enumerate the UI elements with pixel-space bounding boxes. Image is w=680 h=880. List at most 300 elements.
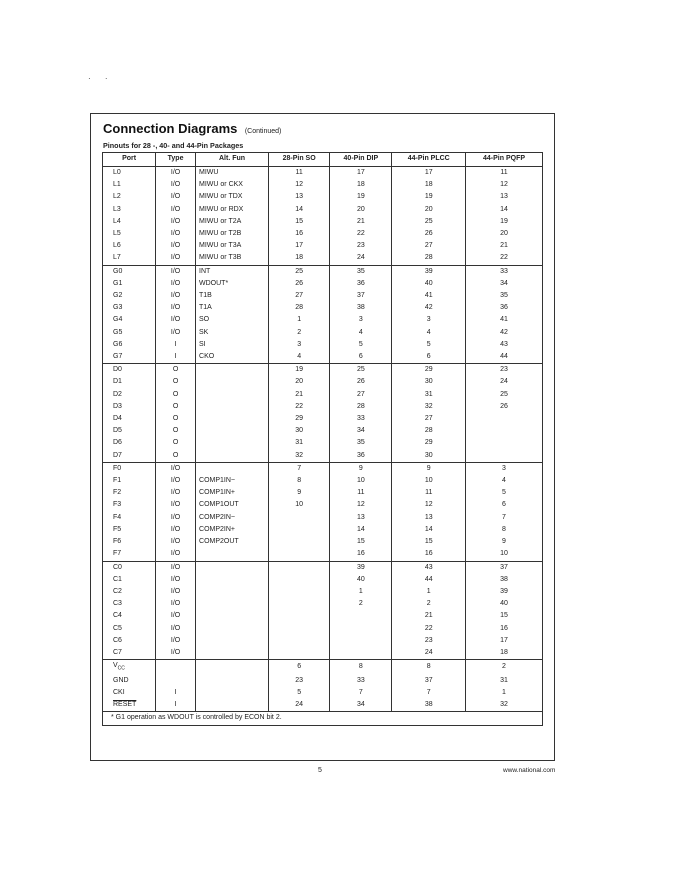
table-cell: 22 [392, 623, 466, 635]
table-cell: 32 [392, 401, 466, 413]
table-row [103, 437, 543, 449]
table-cell: 43 [392, 561, 466, 574]
table-cell: 40 [330, 574, 392, 586]
table-cell: 35 [466, 290, 543, 302]
table-row [103, 389, 543, 401]
table-row [103, 290, 543, 302]
table-cell: C1 [103, 574, 156, 586]
table-cell: 5 [269, 687, 330, 699]
corner-dots: · · [88, 74, 114, 83]
table-cell [196, 647, 269, 660]
table-cell: 34 [466, 278, 543, 290]
table-row [103, 548, 543, 561]
table-cell: 27 [392, 240, 466, 252]
table-cell: 24 [330, 252, 392, 265]
table-cell: D7 [103, 450, 156, 463]
table-cell: 20 [330, 204, 392, 216]
table-row [103, 167, 543, 180]
table-cell: I [156, 339, 196, 351]
table-cell [269, 536, 330, 548]
table-cell: O [156, 425, 196, 437]
table-row [103, 265, 543, 278]
table-cell: 32 [466, 699, 543, 712]
table-cell: 25 [330, 364, 392, 377]
table-cell: 30 [392, 450, 466, 463]
table-cell: 19 [269, 364, 330, 377]
table-cell: 29 [392, 364, 466, 377]
table-cell: I/O [156, 487, 196, 499]
table-cell: 1 [269, 314, 330, 326]
table-cell: 20 [269, 376, 330, 388]
table-cell: C3 [103, 598, 156, 610]
table-cell: I/O [156, 574, 196, 586]
table-cell: 27 [392, 413, 466, 425]
table-cell: 37 [466, 561, 543, 574]
table-cell: 44 [466, 351, 543, 364]
table-cell: T1B [196, 290, 269, 302]
table-cell: I/O [156, 167, 196, 180]
table-cell [269, 586, 330, 598]
table-cell: 16 [392, 548, 466, 561]
table-cell: 11 [330, 487, 392, 499]
table-cell: I/O [156, 586, 196, 598]
table-cell: I/O [156, 462, 196, 475]
table-cell: 1 [392, 586, 466, 598]
table-cell: MIWU or TDX [196, 191, 269, 203]
table-row [103, 450, 543, 463]
table-cell: I/O [156, 278, 196, 290]
table-cell: F7 [103, 548, 156, 561]
table-cell: $V_{CC}$ [103, 660, 156, 675]
table-cell: C5 [103, 623, 156, 635]
col-header-44-pin-pqfp: 44-Pin PQFP [466, 153, 543, 167]
table-cell: O [156, 364, 196, 377]
table-cell: 8 [466, 524, 543, 536]
table-cell: 5 [466, 487, 543, 499]
table-cell: 23 [392, 635, 466, 647]
table-cell: 12 [269, 179, 330, 191]
table-cell: 9 [392, 462, 466, 475]
table-cell: I/O [156, 265, 196, 278]
table-cell: 42 [392, 302, 466, 314]
table-row [103, 191, 543, 203]
table-cell: 19 [466, 216, 543, 228]
table-cell [196, 450, 269, 463]
table-cell: O [156, 437, 196, 449]
table-cell: I/O [156, 524, 196, 536]
table-row [103, 687, 543, 699]
table-cell: O [156, 413, 196, 425]
table-cell: I/O [156, 475, 196, 487]
table-cell [269, 635, 330, 647]
table-cell: 22 [330, 228, 392, 240]
table-cell: 14 [269, 204, 330, 216]
table-cell: L7 [103, 252, 156, 265]
table-row [103, 327, 543, 339]
table-cell [269, 548, 330, 561]
table-cell: MIWU or CKX [196, 179, 269, 191]
table-cell: 20 [392, 204, 466, 216]
table-cell [196, 437, 269, 449]
table-cell: C0 [103, 561, 156, 574]
table-cell: 10 [392, 475, 466, 487]
table-cell: 1 [330, 586, 392, 598]
table-cell: D1 [103, 376, 156, 388]
table-cell: 19 [330, 191, 392, 203]
table-cell: I/O [156, 204, 196, 216]
table-row [103, 635, 543, 647]
table-cell: 44 [392, 574, 466, 586]
table-row [103, 216, 543, 228]
table-row [103, 598, 543, 610]
footnote: * G1 operation as WDOUT is controlled by ECON bit 2. [103, 712, 543, 725]
table-cell: COMP2OUT [196, 536, 269, 548]
table-cell: F2 [103, 487, 156, 499]
table-cell: 17 [392, 167, 466, 180]
col-header-alt-fun: Alt. Fun [196, 153, 269, 167]
table-cell: 3 [269, 339, 330, 351]
table-subtitle: Pinouts for 28 -, 40- and 44-Pin Packages [103, 141, 244, 150]
table-cell: 15 [269, 216, 330, 228]
table-cell [196, 598, 269, 610]
table-row [103, 512, 543, 524]
table-cell: O [156, 389, 196, 401]
table-cell: 6 [392, 351, 466, 364]
table-cell: WDOUT* [196, 278, 269, 290]
table-cell: G7 [103, 351, 156, 364]
table-cell: 30 [269, 425, 330, 437]
table-cell: 3 [330, 314, 392, 326]
table-cell [466, 450, 543, 463]
table-cell: I/O [156, 252, 196, 265]
table-cell: 35 [330, 265, 392, 278]
pinout-table [102, 152, 543, 726]
col-header-40-pin-dip: 40-Pin DIP [330, 153, 392, 167]
table-cell: D0 [103, 364, 156, 377]
table-cell [269, 623, 330, 635]
table-cell: 28 [330, 401, 392, 413]
table-cell: 6 [466, 499, 543, 511]
table-cell: 38 [466, 574, 543, 586]
table-cell: 26 [392, 228, 466, 240]
table-cell: 20 [466, 228, 543, 240]
table-cell [269, 647, 330, 660]
table-cell: F6 [103, 536, 156, 548]
table-cell [196, 660, 269, 675]
table-cell: I/O [156, 314, 196, 326]
table-cell: I [156, 687, 196, 699]
table-cell: 5 [392, 339, 466, 351]
table-cell: 29 [392, 437, 466, 449]
table-cell: COMP2IN− [196, 512, 269, 524]
table-cell: 40 [392, 278, 466, 290]
table-cell [196, 675, 269, 687]
table-cell: 22 [466, 252, 543, 265]
table-cell: D2 [103, 389, 156, 401]
table-cell: 13 [466, 191, 543, 203]
table-cell: 21 [392, 610, 466, 622]
table-cell [196, 376, 269, 388]
table-cell [196, 389, 269, 401]
table-cell [196, 623, 269, 635]
table-cell: I [156, 351, 196, 364]
table-cell: 17 [466, 635, 543, 647]
table-row [103, 314, 543, 326]
table-cell: 25 [269, 265, 330, 278]
table-cell: 19 [392, 191, 466, 203]
table-cell: 38 [330, 302, 392, 314]
table-row [103, 487, 543, 499]
table-cell: I/O [156, 635, 196, 647]
table-cell: C7 [103, 647, 156, 660]
table-cell: O [156, 450, 196, 463]
table-cell: MIWU or T3A [196, 240, 269, 252]
table-cell: L5 [103, 228, 156, 240]
page-title: Connection Diagrams [103, 121, 238, 136]
table-cell: 8 [269, 475, 330, 487]
col-header-28-pin-so: 28-Pin SO [269, 153, 330, 167]
table-cell: 15 [466, 610, 543, 622]
table-cell: 42 [466, 327, 543, 339]
port-group [103, 660, 543, 712]
table-cell: 2 [392, 598, 466, 610]
table-cell: 27 [269, 290, 330, 302]
table-cell: 2 [269, 327, 330, 339]
table-cell: 8 [392, 660, 466, 675]
table-cell: 38 [392, 699, 466, 712]
table-row [103, 647, 543, 660]
table-cell: 6 [269, 660, 330, 675]
table-cell: 12 [392, 499, 466, 511]
table-cell: 41 [392, 290, 466, 302]
table-cell: L1 [103, 179, 156, 191]
table-cell [196, 413, 269, 425]
table-cell: I/O [156, 240, 196, 252]
table-cell: G0 [103, 265, 156, 278]
table-cell: 25 [392, 216, 466, 228]
table-cell: 3 [392, 314, 466, 326]
table-cell [196, 586, 269, 598]
table-row [103, 240, 543, 252]
table-cell: L0 [103, 167, 156, 180]
table-cell: G5 [103, 327, 156, 339]
table-cell: 4 [269, 351, 330, 364]
col-header-port: Port [103, 153, 156, 167]
table-cell: I/O [156, 302, 196, 314]
table-cell [196, 425, 269, 437]
table-cell: G6 [103, 339, 156, 351]
connection-diagrams-frame [90, 113, 555, 761]
table-cell: I/O [156, 561, 196, 574]
table-cell: 39 [466, 586, 543, 598]
table-cell [330, 647, 392, 660]
table-cell: 18 [269, 252, 330, 265]
table-cell [269, 610, 330, 622]
table-cell: O [156, 376, 196, 388]
table-cell [156, 660, 196, 675]
table-cell: 4 [466, 475, 543, 487]
table-cell [196, 635, 269, 647]
table-cell: MIWU or T2B [196, 228, 269, 240]
table-cell: I/O [156, 228, 196, 240]
table-cell: 30 [392, 376, 466, 388]
table-cell: O [156, 401, 196, 413]
table-cell: 36 [330, 450, 392, 463]
table-cell: I/O [156, 327, 196, 339]
table-cell: COMP1IN+ [196, 487, 269, 499]
table-cell: I/O [156, 536, 196, 548]
table-row [103, 675, 543, 687]
table-cell: G4 [103, 314, 156, 326]
table-cell: 26 [330, 376, 392, 388]
table-cell [466, 425, 543, 437]
table-cell: 17 [269, 240, 330, 252]
table-cell: MIWU or T3B [196, 252, 269, 265]
table-cell: 9 [330, 462, 392, 475]
table-cell: 33 [330, 675, 392, 687]
port-group [103, 167, 543, 266]
table-cell: 24 [392, 647, 466, 660]
table-cell: MIWU [196, 167, 269, 180]
table-cell: I/O [156, 499, 196, 511]
table-row [103, 660, 543, 675]
table-cell: 37 [330, 290, 392, 302]
table-cell: 3 [466, 462, 543, 475]
table-row [103, 413, 543, 425]
website-url: www.national.com [503, 767, 556, 774]
table-row [103, 462, 543, 475]
table-cell: 7 [392, 687, 466, 699]
table-cell: F0 [103, 462, 156, 475]
table-cell: 14 [466, 204, 543, 216]
footnote-row [103, 712, 543, 725]
table-cell: I/O [156, 598, 196, 610]
table-row [103, 475, 543, 487]
table-cell: 10 [269, 499, 330, 511]
table-cell: 33 [330, 413, 392, 425]
table-cell: T1A [196, 302, 269, 314]
table-cell: 36 [330, 278, 392, 290]
table-cell: 17 [330, 167, 392, 180]
table-cell: I/O [156, 512, 196, 524]
table-cell: 35 [330, 437, 392, 449]
table-cell: I/O [156, 623, 196, 635]
table-cell: 10 [330, 475, 392, 487]
table-cell [466, 437, 543, 449]
table-row [103, 179, 543, 191]
table-cell: 18 [466, 647, 543, 660]
table-cell: 33 [466, 265, 543, 278]
table-cell: I/O [156, 216, 196, 228]
table-cell: 34 [330, 699, 392, 712]
table-row [103, 623, 543, 635]
table-cell [196, 364, 269, 377]
table-row [103, 302, 543, 314]
table-cell [196, 548, 269, 561]
table-cell: I [156, 699, 196, 712]
table-row [103, 536, 543, 548]
table-cell: 24 [466, 376, 543, 388]
table-cell: 9 [269, 487, 330, 499]
table-cell: 7 [466, 512, 543, 524]
table-cell: L2 [103, 191, 156, 203]
page-number: 5 [318, 767, 322, 774]
table-cell: 31 [466, 675, 543, 687]
title-row [103, 120, 281, 138]
table-cell: 12 [466, 179, 543, 191]
table-cell [269, 598, 330, 610]
table-cell [269, 524, 330, 536]
table-cell: I/O [156, 290, 196, 302]
port-group [103, 561, 543, 660]
table-cell: 23 [269, 675, 330, 687]
table-cell: CKO [196, 351, 269, 364]
table-cell: 22 [269, 401, 330, 413]
table-row [103, 610, 543, 622]
table-cell: MIWU or RDX [196, 204, 269, 216]
table-cell: 13 [392, 512, 466, 524]
table-cell: 6 [330, 351, 392, 364]
table-row [103, 524, 543, 536]
continued-label: (Continued) [244, 128, 282, 135]
table-cell [330, 610, 392, 622]
table-cell: 41 [466, 314, 543, 326]
table-cell: GND [103, 675, 156, 687]
table-cell: 11 [269, 167, 330, 180]
table-cell [196, 561, 269, 574]
table-cell: 21 [330, 216, 392, 228]
table-cell: 2 [330, 598, 392, 610]
table-cell: 43 [466, 339, 543, 351]
table-cell: SO [196, 314, 269, 326]
table-cell [269, 512, 330, 524]
table-cell: F5 [103, 524, 156, 536]
table-row [103, 574, 543, 586]
table-cell: 29 [269, 413, 330, 425]
table-cell: D3 [103, 401, 156, 413]
table-cell: 31 [269, 437, 330, 449]
table-cell: 2 [466, 660, 543, 675]
table-cell: F3 [103, 499, 156, 511]
port-group [103, 265, 543, 364]
port-group [103, 364, 543, 463]
col-header-44-pin-plcc: 44-Pin PLCC [392, 153, 466, 167]
table-cell: 21 [466, 240, 543, 252]
table-cell: 39 [392, 265, 466, 278]
table-row [103, 376, 543, 388]
table-cell: G1 [103, 278, 156, 290]
table-cell: CKI [103, 687, 156, 699]
table-cell: 39 [330, 561, 392, 574]
table-cell: 11 [466, 167, 543, 180]
table-row [103, 339, 543, 351]
table-cell: 5 [330, 339, 392, 351]
table-cell: 7 [330, 687, 392, 699]
table-cell: C4 [103, 610, 156, 622]
table-cell: 36 [466, 302, 543, 314]
table-row [103, 425, 543, 437]
table-cell: 28 [269, 302, 330, 314]
table-cell: COMP1IN− [196, 475, 269, 487]
table-cell: RESET [103, 699, 156, 712]
table-cell: 10 [466, 548, 543, 561]
table-cell: 9 [466, 536, 543, 548]
table-cell: I/O [156, 191, 196, 203]
table-cell: 8 [330, 660, 392, 675]
table-cell [196, 574, 269, 586]
table-cell: 26 [466, 401, 543, 413]
table-cell [196, 699, 269, 712]
